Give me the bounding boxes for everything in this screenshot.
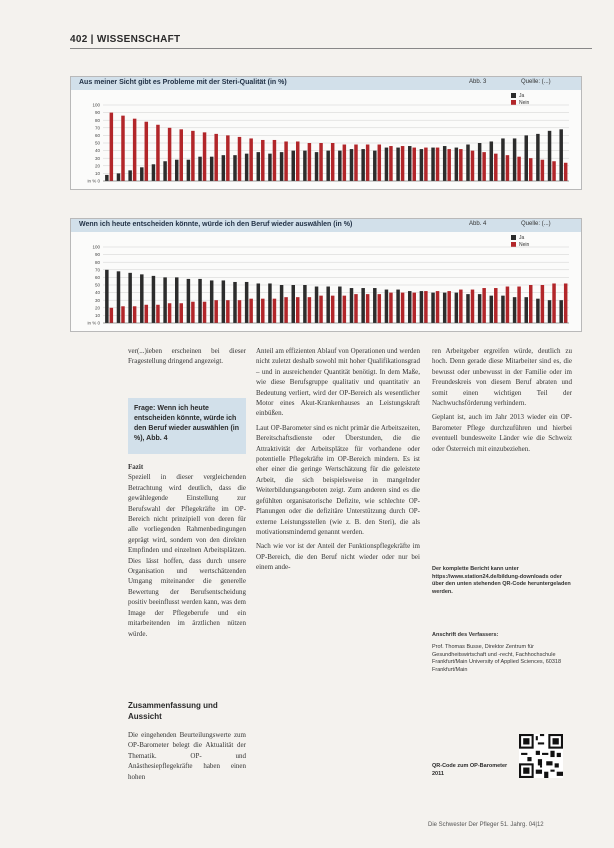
author-heading: Anschrift des Verfassers: (432, 632, 499, 638)
bar-nein (249, 138, 252, 181)
bar-nein (145, 305, 148, 323)
bar-ja (128, 273, 131, 323)
y-tick-label: 90 (94, 110, 100, 116)
bar-ja (163, 277, 166, 323)
download-note: Der komplette Bericht kann unter https://www.station24.de/bildung-downloads oder über den unten stehenden QR-Code heruntergeladen werden. (432, 566, 571, 595)
bar-nein (471, 151, 474, 181)
bar-ja (105, 270, 108, 323)
bar-ja (548, 131, 551, 181)
bar-nein (226, 300, 229, 323)
bar-chart-2 (71, 219, 581, 331)
bar-nein (517, 157, 520, 181)
bar-ja (152, 276, 155, 323)
bar-ja (315, 152, 318, 181)
bar-nein (191, 302, 194, 323)
bar-ja (268, 154, 271, 181)
bar-ja (326, 151, 329, 181)
bar-nein (482, 152, 485, 181)
bar-nein (145, 122, 148, 181)
paragraph: Anteil am effizienten Ablauf von Operationen und werden nicht zuletzt deshalb sowohl mit hoher Qualifikationsgrad – und in ausreichender Quantität benötigt. In dem Maße, wie diese Berufsgruppe qualitativ und quantitativ an Bedeutung verliert, wird der OP-Bereich als wesentlicher Motor eines Akut-Krankenhauses an Leistungskraft einbüßen. (256, 347, 420, 418)
bar-nein (343, 145, 346, 181)
bar-ja (431, 148, 434, 181)
bar-ja (443, 293, 446, 323)
bar-nein (110, 308, 113, 323)
bar-ja (187, 160, 190, 181)
bar-ja (140, 274, 143, 323)
bar-ja (140, 167, 143, 181)
left-column-summary (128, 730, 246, 786)
bar-nein (249, 299, 252, 323)
y-tick-label: 60 (94, 275, 100, 280)
chart-title-1: Aus meiner Sicht gibt es Probleme mit der Steri-Qualität (in %) (79, 79, 287, 86)
bar-nein (331, 296, 334, 323)
bar-nein (133, 306, 136, 323)
bar-nein (214, 134, 217, 181)
bar-ja (175, 160, 178, 181)
y-tick-label: 10 (94, 171, 100, 176)
bar-ja (559, 300, 562, 323)
bar-nein (261, 140, 264, 181)
bar-nein (366, 145, 369, 181)
bar-ja (478, 143, 481, 181)
y-tick-label: 90 (94, 252, 100, 258)
bar-nein (447, 149, 450, 181)
bar-ja (501, 138, 504, 181)
paragraph: Geplant ist, auch im Jahr 2013 wieder ein OP-Barometer Pflege durchzuführen und hierbei eventuell bundesweite Länder wie die Schweiz oder Österreich mit einzubeziehen. (432, 413, 572, 453)
bar-ja (466, 145, 469, 181)
bar-ja (466, 294, 469, 323)
bar-nein (308, 297, 311, 323)
bar-nein (121, 116, 124, 181)
header-rule (70, 48, 592, 49)
bar-nein (552, 283, 555, 323)
bar-nein (436, 148, 439, 181)
paragraph: ver(...)ieben erscheinen bei dieser Fragestellung dringend angezeigt. (128, 347, 246, 366)
bar-nein (366, 294, 369, 323)
bar-nein (378, 145, 381, 181)
y-tick-label: 60 (94, 133, 100, 138)
bar-nein (261, 299, 264, 323)
bar-nein (506, 287, 509, 323)
bar-ja (536, 299, 539, 323)
bar-ja (385, 290, 388, 323)
bar-ja (210, 280, 213, 323)
bar-nein (156, 125, 159, 181)
bar-nein (378, 294, 381, 323)
bar-ja (315, 287, 318, 323)
bar-nein (354, 294, 357, 323)
bar-ja (198, 157, 201, 181)
y-tick-label: 70 (94, 125, 100, 131)
bar-nein (179, 303, 182, 323)
bar-nein (296, 297, 299, 323)
chart-source-1: Quelle: (...) (521, 79, 551, 85)
bar-nein (506, 155, 509, 181)
bar-nein (284, 141, 287, 181)
bar-ja (128, 170, 131, 181)
bar-chart-1 (71, 77, 581, 189)
bar-ja (280, 285, 283, 323)
y-tick-label: 10 (94, 313, 100, 318)
bar-ja (233, 282, 236, 323)
y-tick-label: 50 (94, 282, 100, 288)
bar-nein (203, 302, 206, 323)
bar-ja (210, 157, 213, 181)
bar-ja (303, 151, 306, 181)
bar-nein (529, 158, 532, 181)
y-tick-label: 20 (94, 163, 100, 169)
page-header: 402 | WISSENSCHAFT (70, 34, 181, 45)
bar-nein (471, 290, 474, 323)
bar-ja (268, 283, 271, 323)
bar-nein (226, 135, 229, 181)
bar-ja (455, 148, 458, 181)
bar-nein (156, 305, 159, 323)
bar-ja (291, 151, 294, 181)
paragraph: Die eingehenden Beurteilungswerte zum OP-Barometer belegt die Aktualität der Thematik. OP- und Anästhesiepflegekräfte haben einen hohen (128, 731, 246, 781)
bar-nein (412, 148, 415, 181)
bar-ja (548, 300, 551, 323)
author-address: Prof. Thomas Busse, Direktor Zentrum für Gesundheitswirtschaft und -recht, Fachhochschule Frankfurt/Main University of Applied Sciences, 60318 Frankfurt/Main (432, 644, 562, 673)
bar-nein (424, 291, 427, 323)
chart-box-1 (70, 76, 582, 190)
bar-ja (280, 152, 283, 181)
bar-ja (361, 149, 364, 181)
bar-ja (187, 279, 190, 323)
bar-nein (354, 145, 357, 181)
bar-ja (257, 152, 260, 181)
bar-nein (308, 143, 311, 181)
bar-nein (412, 293, 415, 323)
bar-ja (245, 154, 248, 181)
section-heading-fazit: Fazit (128, 463, 144, 471)
y-tick-label: 80 (94, 259, 100, 265)
y-tick-label: 100 (92, 102, 100, 108)
bar-ja (373, 288, 376, 323)
qr-code-label: QR-Code zum OP-Barometer 2011 (432, 763, 508, 777)
bar-nein (343, 296, 346, 323)
bar-nein (494, 288, 497, 323)
chart-figure-number-1: Abb. 3 (469, 79, 487, 85)
y-tick-label: 20 (94, 305, 100, 311)
paragraph: ren Arbeitgeber ergreifen würde, deutlich zu hoch. Denn gerade diese Mitarbeiter sind es, die bewusst oder unbewusst in der Familie oder im Freundeskreis von diesem Beruf abraten und somit einen wichtigen Teil der Nachwuchsförderung verhindern. (432, 347, 572, 408)
bar-nein (541, 285, 544, 323)
bar-ja (431, 293, 434, 323)
bar-nein (133, 119, 136, 181)
right-column (432, 346, 572, 458)
bar-ja (420, 149, 423, 181)
middle-column (256, 346, 420, 577)
bar-ja (524, 135, 527, 181)
bar-ja (396, 290, 399, 323)
bar-ja (326, 287, 329, 323)
bar-nein (214, 300, 217, 323)
bar-nein (168, 303, 171, 323)
bar-nein (564, 283, 567, 323)
y-tick-label: 50 (94, 140, 100, 146)
bar-nein (238, 137, 241, 181)
bar-ja (350, 288, 353, 323)
bar-nein (319, 296, 322, 323)
bar-nein (296, 141, 299, 181)
bar-ja (245, 282, 248, 323)
bar-ja (175, 277, 178, 323)
bar-nein (389, 293, 392, 323)
bar-nein (552, 161, 555, 181)
bar-nein (401, 146, 404, 181)
bar-ja (478, 294, 481, 323)
bar-ja (490, 141, 493, 181)
bar-nein (179, 129, 182, 181)
bar-ja (257, 283, 260, 323)
bar-ja (536, 134, 539, 181)
bar-ja (559, 129, 562, 181)
legend-label: Nein (519, 99, 530, 106)
legend-label: Nein (519, 241, 530, 248)
bar-ja (350, 149, 353, 181)
bar-nein (284, 297, 287, 323)
bar-ja (117, 271, 120, 323)
bar-nein (517, 287, 520, 323)
bar-ja (233, 155, 236, 181)
legend-label: Ja (519, 92, 525, 99)
page-footer: Die Schwester Der Pfleger 51. Jahrg. 04|12 (428, 822, 544, 828)
bar-ja (117, 173, 120, 181)
bar-nein (168, 128, 171, 181)
bar-ja (222, 280, 225, 323)
bar-ja (524, 297, 527, 323)
bar-ja (490, 296, 493, 323)
paragraph: Laut OP-Barometer sind es nicht primär die Arbeitszeiten, Bereitschaftsdienste oder Überstunden, die die Attraktivität der Arbeitsplätze für vorhandene oder potentielle Pflegekräfte im OP-Bereich mindern. Es ist eher einer die geringe Wertschätzung für die geleistete Arbeit, die sich beispielsweise in mangelnder Weiterbildungsangeboten zeigt. Zum anderen sind es die gefühlten organisatorische Defizite, wie schlechte OP-Planungen oder die defizitäre Unterstützung durch OP-externe Leistungsstellen (wie z. B. den Steri), die als motivationsmindernd genannt werden. (256, 423, 420, 536)
paragraph: Nach wie vor ist der Anteil der Funktionspflegekräfte im OP-Bereich, die den Beruf nicht wieder oder nur bei einem ande- (256, 542, 420, 572)
bar-nein (459, 290, 462, 323)
bar-ja (385, 148, 388, 181)
bar-ja (198, 279, 201, 323)
bar-nein (273, 140, 276, 181)
bar-ja (513, 297, 516, 323)
bar-ja (513, 138, 516, 181)
chart-source-2: Quelle: (...) (521, 221, 551, 227)
bar-nein (110, 113, 113, 181)
bar-nein (564, 163, 567, 181)
y-tick-label: 70 (94, 267, 100, 273)
bar-ja (396, 148, 399, 181)
y-tick-label: 100 (92, 244, 100, 250)
bar-ja (291, 285, 294, 323)
y-tick-label: 30 (94, 155, 100, 161)
y-tick-label: in % 0 (87, 178, 100, 184)
bar-ja (361, 288, 364, 323)
bar-ja (338, 287, 341, 323)
bar-nein (424, 148, 427, 181)
bar-nein (273, 299, 276, 323)
bar-nein (203, 132, 206, 181)
bar-nein (121, 306, 124, 323)
section-heading-summary: Zusammenfassung und Aussicht (128, 701, 218, 721)
chart-figure-number-2: Abb. 4 (469, 221, 487, 227)
paragraph: Speziell in dieser vergleichenden Betrachtung wird deutlich, dass die gewählegende Einstellung zur Berufswahl der Pflegekräfte im OP-Bereich nicht prinzipiell von deren für alle vorliegenden Rahmenbedingungen geprägt wird, sondern von den direkten Empfinden und einzelnen Arbeitsplätzen. Dies lässt hoffen, dass durch unsere Organisation und wertschätzenden Umgang miteinander die generelle Bewertung der Berufsentscheidung positiv beeinflusst werden kann, was dem Image der Pflegeberufe und ein mitarbeitenden im ärztlichen nützen würde. (128, 473, 246, 638)
y-tick-label: 30 (94, 297, 100, 303)
chart-title-2: Wenn ich heute entscheiden könnte, würde ich den Beruf wieder auswählen (in %) (79, 221, 353, 228)
bar-nein (191, 131, 194, 181)
bar-ja (455, 293, 458, 323)
bar-nein (401, 293, 404, 323)
y-tick-label: 40 (94, 290, 100, 296)
bar-ja (152, 164, 155, 181)
bar-nein (541, 160, 544, 181)
callout-text: Frage: Wenn ich heute entscheiden könnte, würde ich den Beruf wieder auswählen (in %), Abb. 4 (134, 405, 240, 442)
bar-nein (319, 143, 322, 181)
bar-nein (529, 285, 532, 323)
y-tick-label: 40 (94, 148, 100, 154)
bar-ja (163, 161, 166, 181)
bar-ja (105, 175, 108, 181)
legend-label: Ja (519, 234, 525, 241)
bar-ja (408, 291, 411, 323)
qr-code-icon[interactable] (519, 734, 563, 778)
bar-nein (494, 154, 497, 181)
bar-ja (408, 146, 411, 181)
bar-nein (436, 291, 439, 323)
bar-ja (222, 155, 225, 181)
bar-nein (238, 300, 241, 323)
y-tick-label: 80 (94, 117, 100, 123)
bar-ja (501, 296, 504, 323)
bar-nein (447, 291, 450, 323)
bar-nein (482, 288, 485, 323)
bar-ja (443, 146, 446, 181)
bar-nein (459, 149, 462, 181)
bar-ja (338, 151, 341, 181)
y-tick-label: in % 0 (87, 320, 100, 326)
bar-nein (389, 146, 392, 181)
left-column-top (128, 346, 246, 371)
bar-ja (373, 151, 376, 181)
bar-ja (303, 285, 306, 323)
chart-box-2 (70, 218, 582, 332)
bar-nein (331, 143, 334, 181)
bar-ja (420, 291, 423, 323)
left-column-body (128, 462, 246, 643)
